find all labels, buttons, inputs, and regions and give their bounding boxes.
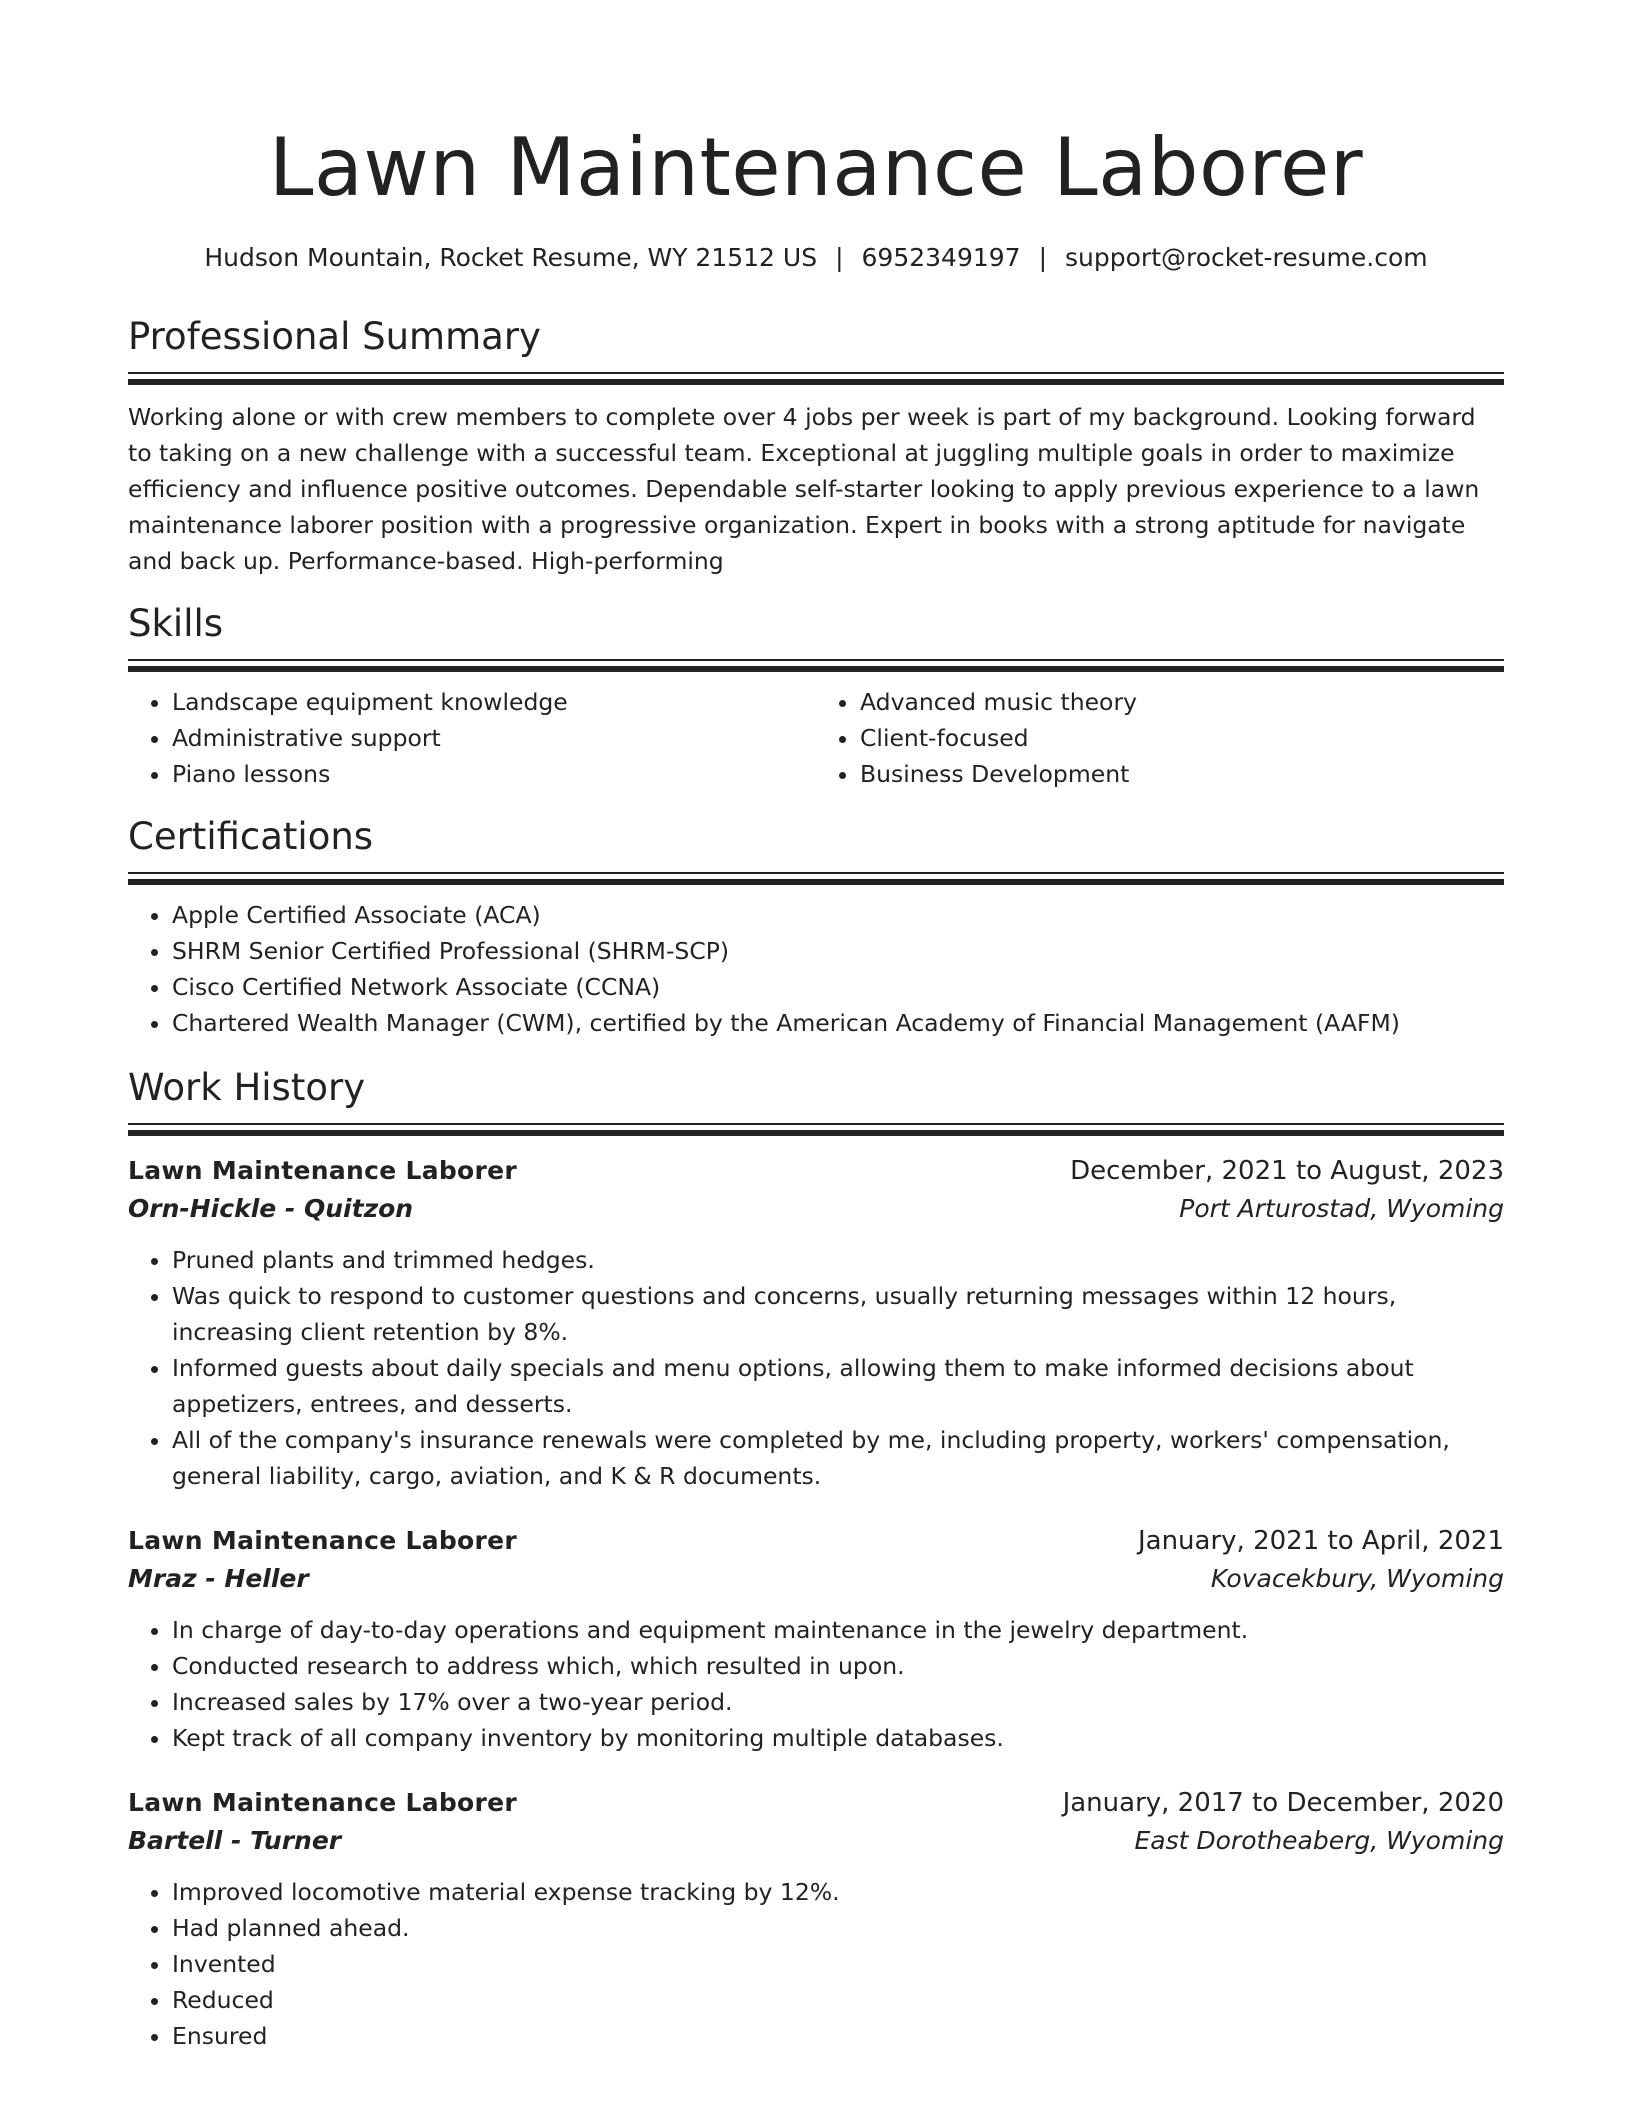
job-header <box>128 1152 1504 1190</box>
contact-separator: | <box>1038 243 1048 272</box>
job-bullet: • Informed guests about daily specials and menu options, allowing them to make informed decisions about appetizers, entrees, and desserts. <box>172 1350 1504 1422</box>
certifications-list <box>128 897 1504 1041</box>
job-company: Bartell - Turner <box>128 1826 342 1855</box>
summary-section <box>128 314 1504 579</box>
job-entry <box>128 1152 1504 1494</box>
skill-item: • Client-focused <box>860 720 1504 756</box>
job-bullet: • Reduced <box>172 1982 1504 2018</box>
job-company: Mraz - Heller <box>128 1564 309 1593</box>
skill-item: • Business Development <box>860 756 1504 792</box>
contact-separator: | <box>835 243 844 272</box>
job-location: Port Arturostad, Wyoming <box>1179 1194 1504 1223</box>
job-title: Lawn Maintenance Laborer <box>128 1526 518 1555</box>
job-bullet: • Was quick to respond to customer questions and concerns, usually returning messages within 12 hours, increasing client retention by 8%. <box>172 1278 1504 1350</box>
job-header <box>128 1522 1504 1560</box>
section-divider <box>128 372 1504 385</box>
job-bullets <box>128 1242 1504 1494</box>
contact-address: Hudson Mountain, Rocket Resume, WY 21512 US <box>204 243 818 272</box>
job-company: Orn-Hickle - Quitzon <box>128 1194 414 1223</box>
certification-item: • Chartered Wealth Manager (CWM), certified by the American Academy of Financial Management (AAFM) <box>172 1005 1504 1041</box>
skills-column-right <box>816 684 1504 792</box>
section-title-work-history: Work History <box>128 1066 366 1109</box>
section-title-certifications: Certifications <box>128 815 374 858</box>
certification-item: • SHRM Senior Certified Professional (SHRM-SCP) <box>172 933 1504 969</box>
skills-column-left <box>128 684 816 792</box>
job-subheader <box>128 1822 1504 1860</box>
skill-item: • Landscape equipment knowledge <box>172 684 816 720</box>
job-dates: January, 2021 to April, 2021 <box>1137 1526 1504 1556</box>
skills-grid <box>128 684 1504 792</box>
job-bullet: • In charge of day-to-day operations and equipment maintenance in the jewelry department. <box>172 1612 1504 1648</box>
section-divider <box>128 872 1504 885</box>
job-location: Kovacekbury, Wyoming <box>1210 1564 1504 1593</box>
skill-item: • Administrative support <box>172 720 816 756</box>
job-bullet: • Invented <box>172 1946 1504 1982</box>
section-title-summary: Professional Summary <box>128 315 541 358</box>
job-bullet: • All of the company's insurance renewals were completed by me, including property, workers' compensation, general liability, cargo, aviation, and K & R documents. <box>172 1422 1504 1494</box>
job-bullet: • Kept track of all company inventory by monitoring multiple databases. <box>172 1720 1504 1756</box>
job-dates: December, 2021 to August, 2023 <box>1070 1156 1504 1186</box>
certification-item: • Cisco Certified Network Associate (CCNA) <box>172 969 1504 1005</box>
contact-line <box>128 240 1504 276</box>
certifications-section <box>128 814 1504 1041</box>
job-bullets <box>128 1612 1504 1756</box>
job-entry <box>128 1784 1504 2054</box>
skills-section <box>128 601 1504 792</box>
job-bullet: • Ensured <box>172 2018 1504 2054</box>
job-title: Lawn Maintenance Laborer <box>128 1156 518 1185</box>
summary-text: Working alone or with crew members to complete over 4 jobs per week is part of my background. Looking forward to taking on a new challenge with a successful team. Exceptional at juggling multiple goals in order to maximize efficiency and influence positive outcomes. Dependable self-starter looking to apply previous experience to a lawn maintenance laborer position with a progressive organization. Expert in books with a strong aptitude for navigate and back up. Performance-based. High-performing <box>128 403 1480 575</box>
section-divider <box>128 1123 1504 1136</box>
job-bullet: • Had planned ahead. <box>172 1910 1504 1946</box>
work-history-section <box>128 1065 1504 2054</box>
job-entry <box>128 1522 1504 1756</box>
contact-phone: 6952349197 <box>861 243 1021 272</box>
job-location: East Dorotheaberg, Wyoming <box>1134 1826 1504 1855</box>
job-bullet: • Conducted research to address which, which resulted in upon. <box>172 1648 1504 1684</box>
certification-item: • Apple Certified Associate (ACA) <box>172 897 1504 933</box>
job-bullet: • Pruned plants and trimmed hedges. <box>172 1242 1504 1278</box>
job-title: Lawn Maintenance Laborer <box>128 1788 518 1817</box>
job-bullet: • Increased sales by 17% over a two-year period. <box>172 1684 1504 1720</box>
section-divider <box>128 659 1504 672</box>
job-dates: January, 2017 to December, 2020 <box>1062 1788 1504 1818</box>
job-bullet: • Improved locomotive material expense tracking by 12%. <box>172 1874 1504 1910</box>
skill-item: • Advanced music theory <box>860 684 1504 720</box>
contact-email: support@rocket-resume.com <box>1065 243 1428 272</box>
section-title-skills: Skills <box>128 602 224 645</box>
job-subheader <box>128 1560 1504 1598</box>
job-header <box>128 1784 1504 1822</box>
skill-item: • Piano lessons <box>172 756 816 792</box>
job-subheader <box>128 1190 1504 1228</box>
resume-name: Lawn Maintenance Laborer <box>268 121 1364 214</box>
job-bullets <box>128 1874 1504 2054</box>
